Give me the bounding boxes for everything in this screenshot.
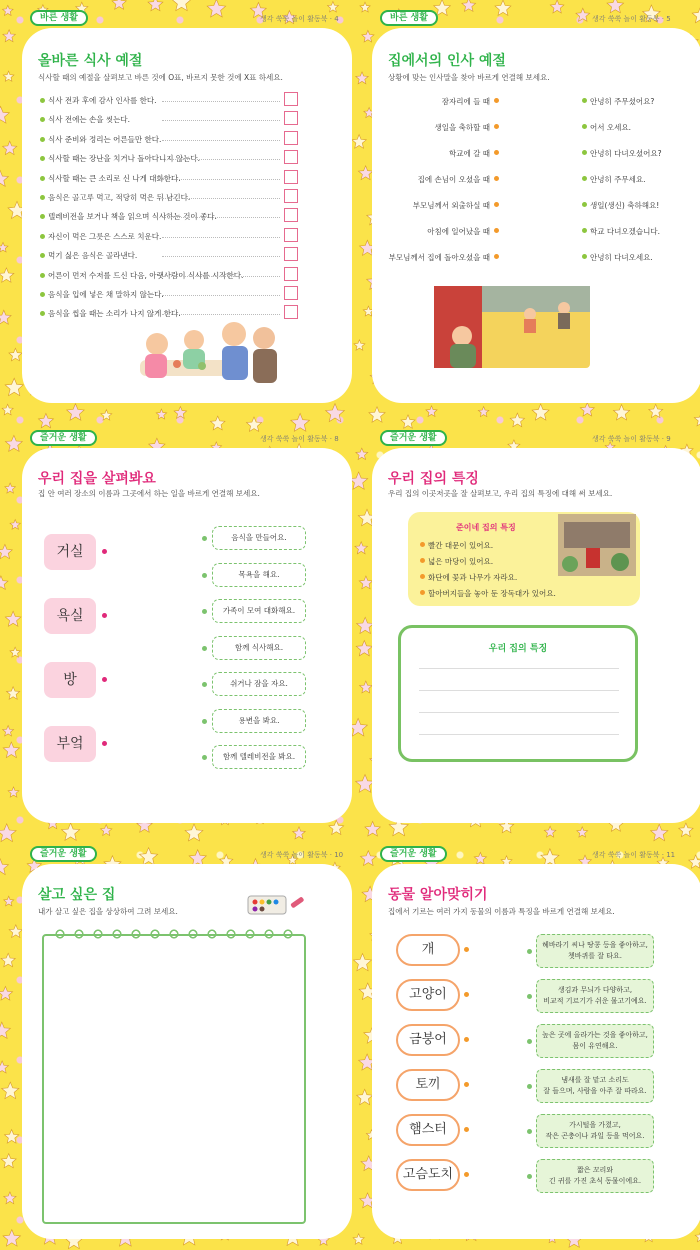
feature-item: 빨간 대문이 있어요. <box>428 541 494 550</box>
star-shape <box>5 1130 19 1144</box>
star-shape <box>357 1089 373 1104</box>
trait-line: 생김과 무늬가 다양하고, <box>557 986 633 994</box>
star-shape <box>156 409 167 419</box>
star-shape <box>360 681 373 693</box>
star-shape <box>365 821 380 836</box>
answer-checkbox[interactable] <box>284 150 298 164</box>
star-shape <box>38 413 53 427</box>
category-tag: 바른 생활 <box>380 10 438 26</box>
star-shape <box>291 413 310 431</box>
activity-label: 목욕을 해요. <box>212 563 306 587</box>
star-shape <box>0 824 16 842</box>
answer-checkbox[interactable] <box>284 189 298 203</box>
connect-dot[interactable] <box>582 228 587 233</box>
star-shape <box>369 407 385 422</box>
bullet-dot <box>40 214 45 219</box>
feature-bullet <box>420 574 425 579</box>
room-label: 거실 <box>44 534 96 570</box>
page-our-house <box>22 433 352 823</box>
connect-dot[interactable] <box>582 150 587 155</box>
star-shape <box>577 827 588 837</box>
situation-label: 잠자리에 들 때 <box>441 97 490 106</box>
star-shape <box>354 954 372 971</box>
star-shape <box>140 848 158 865</box>
category-tag: 즐거운 생활 <box>380 846 447 862</box>
star-shape <box>5 435 22 451</box>
page-number: 생각 쑥쑥 놀이 활동북 · 11 <box>592 851 676 859</box>
star-shape <box>10 647 21 657</box>
dotted-leader <box>162 237 280 238</box>
connect-dot[interactable] <box>102 613 107 618</box>
star-shape <box>0 986 13 1000</box>
feature-bullet <box>420 558 425 563</box>
connect-dot[interactable] <box>582 254 587 259</box>
trait-line: 가시털을 가졌고, <box>569 1121 621 1129</box>
writing-box[interactable] <box>398 625 638 762</box>
situation-label: 부모님께서 집에 돌아오셨을 때 <box>388 253 490 262</box>
spiral-binding <box>52 928 302 940</box>
connect-dot[interactable] <box>202 573 207 578</box>
rule-item: 식사 전과 후에 감사 인사를 한다. <box>48 96 157 105</box>
trait-line: 헤바라기 씨나 땅콩 등을 좋아하고, <box>542 941 648 949</box>
page-number: 생각 쑥쑥 놀이 활동북 · 8 <box>260 435 339 443</box>
page-number: 생각 쑥쑥 놀이 활동북 · 5 <box>592 15 671 23</box>
page-title: 동물 알아맞히기 <box>388 887 488 903</box>
connect-dot[interactable] <box>202 609 207 614</box>
connect-dot[interactable] <box>202 719 207 724</box>
activity-label: 가족이 모여 대화해요. <box>212 599 306 623</box>
writing-line <box>419 690 619 691</box>
dotted-leader <box>162 314 280 315</box>
star-shape <box>362 30 374 42</box>
connect-dot[interactable] <box>527 1084 532 1089</box>
activity-label: 쉬거나 잠을 자요. <box>212 672 306 696</box>
bullet-dot <box>40 156 45 161</box>
animal-trait <box>536 934 654 968</box>
rule-item: 식사 준비와 정리는 어른들만 한다. <box>48 134 162 144</box>
answer-checkbox[interactable] <box>284 267 298 281</box>
dotted-leader <box>162 179 280 180</box>
trait-line: 몸이 유연해요. <box>572 1042 618 1050</box>
writing-line <box>419 668 619 669</box>
trait-line: 짧은 꼬리와 <box>576 1166 614 1174</box>
page-title: 우리 집을 살펴봐요 <box>38 471 156 487</box>
connect-dot[interactable] <box>494 202 499 207</box>
star-shape <box>3 742 19 758</box>
star-shape <box>2 404 13 415</box>
star-shape <box>694 413 700 426</box>
answer-checkbox[interactable] <box>284 228 298 242</box>
star-shape <box>352 135 366 149</box>
trait-line: 냄새를 잘 맡고 소리도 <box>561 1076 629 1084</box>
star-shape <box>510 413 524 427</box>
animal-label: 토끼 <box>396 1069 460 1101</box>
dotted-leader <box>162 159 280 160</box>
dotted-leader <box>162 295 280 296</box>
page-title: 집에서의 인사 예절 <box>388 53 506 69</box>
star-shape <box>0 859 8 875</box>
bullet-dot <box>40 234 45 239</box>
answer-checkbox[interactable] <box>284 305 298 319</box>
connect-dot[interactable] <box>527 949 532 954</box>
star-shape <box>5 378 23 395</box>
connect-dot[interactable] <box>464 1172 469 1177</box>
room-label: 부엌 <box>44 726 96 762</box>
star-shape <box>544 826 556 837</box>
star-shape <box>0 310 11 324</box>
feature-bullet <box>420 542 425 547</box>
bullet-dot <box>40 176 45 181</box>
page-home-greetings <box>372 13 700 403</box>
connect-dot[interactable] <box>494 150 499 155</box>
bullet-dot <box>40 292 45 297</box>
feature-item: 넓은 마당이 있어요. <box>428 557 494 566</box>
family-meal-illustration <box>132 320 282 392</box>
star-shape <box>247 417 262 431</box>
connect-dot[interactable] <box>464 1082 469 1087</box>
dotted-leader <box>162 198 280 199</box>
star-shape <box>576 8 590 21</box>
connect-dot[interactable] <box>464 947 469 952</box>
rule-item: 음식을 씹을 때는 소리가 나지 않게 한다. <box>48 309 181 319</box>
trait-line: 작은 곤충이나 과일 등을 먹어요. <box>545 1132 645 1140</box>
activity-label: 용변을 봐요. <box>212 709 306 733</box>
bullet-dot <box>40 311 45 316</box>
star-shape <box>101 410 112 420</box>
star-shape <box>62 823 80 840</box>
star-shape <box>359 576 372 589</box>
connect-dot[interactable] <box>527 1129 532 1134</box>
star-shape <box>679 823 693 837</box>
star-shape <box>356 448 368 459</box>
room-label: 방 <box>44 662 96 698</box>
star-shape <box>67 404 85 421</box>
star-shape <box>360 2 370 12</box>
activity-label: 음식을 만들어요. <box>212 526 306 550</box>
star-shape <box>8 787 19 797</box>
star-shape <box>495 0 511 15</box>
star-shape <box>689 855 700 868</box>
bullet-dot <box>40 98 45 103</box>
connect-dot[interactable] <box>582 124 587 129</box>
star-shape <box>356 72 369 84</box>
connect-dot[interactable] <box>464 1037 469 1042</box>
star-shape <box>9 925 22 938</box>
star-shape <box>0 576 8 590</box>
connect-dot[interactable] <box>202 682 207 687</box>
star-shape <box>3 30 16 42</box>
connect-dot[interactable] <box>494 124 499 129</box>
situation-label: 집에 손님이 오셨을 때 <box>417 175 490 184</box>
connect-dot[interactable] <box>527 1174 532 1179</box>
star-shape <box>0 1022 10 1038</box>
star-shape <box>1 953 15 967</box>
star-shape <box>613 405 629 421</box>
star-shape <box>5 611 21 626</box>
connect-dot[interactable] <box>582 98 587 103</box>
animal-label: 고슴도치 <box>396 1159 460 1191</box>
rule-item: 음식은 골고루 먹고, 적당히 먹은 뒤 남긴다. <box>48 193 191 202</box>
card-title: 준이네 집의 특징 <box>456 523 516 532</box>
paint-palette-icon <box>246 890 306 920</box>
rule-item: 식사할 때는 큰 소리로 신 나게 대화한다. <box>48 173 181 183</box>
connect-dot[interactable] <box>582 176 587 181</box>
answer-checkbox[interactable] <box>284 208 298 222</box>
star-shape <box>293 827 306 839</box>
instruction: 상황에 맞는 인사말을 찾아 바르게 연결해 보세요. <box>388 73 550 82</box>
star-shape <box>4 896 14 906</box>
room-label: 욕실 <box>44 598 96 634</box>
star-shape <box>1 1154 16 1168</box>
connect-dot[interactable] <box>527 994 532 999</box>
instruction: 내가 살고 싶은 집을 상상하여 그려 보세요. <box>38 907 178 916</box>
trait-line: 비교적 기르기가 쉬운 물고기예요. <box>543 997 647 1005</box>
animal-label: 햄스터 <box>396 1114 460 1146</box>
page-number: 생각 쑥쑥 놀이 활동북 · 9 <box>592 435 671 443</box>
animal-label: 금붕어 <box>396 1024 460 1056</box>
answer-checkbox[interactable] <box>284 131 298 145</box>
greeting-label: 생일(생신) 축하해요! <box>590 201 660 210</box>
activity-label: 함께 식사해요. <box>212 636 306 660</box>
star-shape <box>401 415 415 428</box>
animal-trait <box>536 1114 654 1148</box>
animal-label: 고양이 <box>396 979 460 1011</box>
connect-dot[interactable] <box>494 176 499 181</box>
category-tag: 즐거운 생활 <box>30 430 97 446</box>
star-shape <box>0 242 8 252</box>
star-shape <box>355 542 368 554</box>
instruction: 우리 집의 이곳저곳을 잘 살펴보고, 우리 집의 특징에 대해 써 보세요. <box>388 489 613 498</box>
animal-label: 개 <box>396 934 460 966</box>
example-card <box>408 512 640 606</box>
star-shape <box>328 2 339 13</box>
bullet-dot <box>40 253 45 258</box>
feature-item: 할아버지들을 놓아 둔 장독대가 있어요. <box>428 589 556 598</box>
star-shape <box>172 0 190 11</box>
trait-line: 긴 귀를 가진 초식 동물이에요. <box>548 1177 642 1185</box>
bullet-dot <box>40 137 45 142</box>
star-shape <box>356 641 372 656</box>
star-shape <box>478 407 489 417</box>
answer-checkbox[interactable] <box>284 170 298 184</box>
page-animals <box>372 849 700 1239</box>
star-shape <box>7 687 20 700</box>
star-shape <box>185 824 203 841</box>
animal-trait <box>536 979 654 1013</box>
star-shape <box>9 348 22 361</box>
star-shape <box>361 851 377 866</box>
feature-bullet <box>420 590 425 595</box>
writing-line <box>419 734 619 735</box>
connect-dot[interactable] <box>202 755 207 760</box>
greeting-label: 어서 오세요. <box>590 123 631 132</box>
star-shape <box>174 407 187 419</box>
star-shape <box>3 726 14 737</box>
rule-item: 자신이 먹은 그릇은 스스로 치운다. <box>48 231 162 241</box>
star-shape <box>358 166 372 180</box>
activity-label: 함께 텔레비전을 봐요. <box>212 745 306 769</box>
greeting-label: 안녕히 주무셨어요? <box>590 97 655 106</box>
page-number: 생각 쑥쑥 놀이 활동북 · 4 <box>260 15 339 23</box>
page-title: 올바른 식사 예절 <box>38 53 143 69</box>
family-home-illustration <box>434 286 590 368</box>
bullet-dot <box>40 273 45 278</box>
star-shape <box>3 1230 21 1247</box>
star-shape <box>462 0 476 11</box>
category-tag: 즐거운 생활 <box>30 846 97 862</box>
writing-box-title: 우리 집의 특징 <box>488 644 548 654</box>
rule-item: 텔레비전을 보거나 책을 읽으며 식사하는 것이 좋다. <box>48 212 217 222</box>
rule-item: 음식을 입에 넣은 채 말하지 않는다. <box>48 290 164 299</box>
animal-trait <box>536 1159 654 1193</box>
category-tag: 바른 생활 <box>30 10 88 26</box>
dotted-leader <box>162 276 280 277</box>
connect-dot[interactable] <box>102 741 107 746</box>
trait-line: 높은 곳에 올라가는 것을 좋아하고, <box>542 1031 648 1039</box>
star-shape <box>3 141 17 155</box>
connect-dot[interactable] <box>494 98 499 103</box>
dotted-leader <box>162 217 280 218</box>
trait-line: 잘 들으며, 사람을 아주 잘 따라요. <box>543 1087 647 1095</box>
rule-item: 먹기 싫은 음식은 골라낸다. <box>48 251 138 261</box>
star-shape <box>550 0 564 13</box>
star-shape <box>207 0 226 17</box>
dotted-leader <box>162 101 280 102</box>
star-shape <box>532 404 549 420</box>
star-shape <box>112 0 126 9</box>
instruction: 집에서 기르는 여러 가지 동물의 이름과 특징을 바르게 연결해 보세요. <box>388 907 615 916</box>
star-shape <box>0 106 9 123</box>
star-shape <box>649 404 663 417</box>
house-photo <box>558 514 636 576</box>
connect-dot[interactable] <box>102 677 107 682</box>
greeting-label: 안녕히 주무세요. <box>590 175 646 184</box>
star-shape <box>4 1192 16 1204</box>
instruction: 식사할 때의 예절을 살펴보고 바른 것에 O표, 바르지 못한 것에 X표 하세요. <box>38 73 283 82</box>
answer-checkbox[interactable] <box>284 247 298 261</box>
connect-dot[interactable] <box>464 1127 469 1132</box>
feature-item: 화단에 꽃과 나무가 자라요. <box>428 573 518 582</box>
star-shape <box>211 416 226 430</box>
star-shape <box>10 520 20 530</box>
connect-dot[interactable] <box>494 228 499 233</box>
star-shape <box>353 1234 364 1245</box>
star-shape <box>607 0 624 13</box>
star-shape <box>692 7 700 23</box>
star-shape <box>148 0 163 11</box>
star-shape <box>5 483 16 493</box>
star-shape <box>0 544 12 558</box>
dotted-leader <box>162 120 280 121</box>
animal-trait <box>536 1069 654 1103</box>
star-shape <box>326 404 345 422</box>
star-shape <box>101 825 112 836</box>
star-shape <box>2 1082 19 1099</box>
connect-dot[interactable] <box>102 549 107 554</box>
star-shape <box>0 1061 9 1073</box>
page-title: 우리 집의 특징 <box>388 471 479 487</box>
star-shape <box>651 824 668 840</box>
greeting-label: 안녕히 다녀오세요. <box>590 253 653 262</box>
dotted-leader <box>162 140 280 141</box>
page-table-manners <box>22 13 352 403</box>
connect-dot[interactable] <box>464 992 469 997</box>
connect-dot[interactable] <box>527 1039 532 1044</box>
star-shape <box>426 406 437 417</box>
connect-dot[interactable] <box>202 646 207 651</box>
situation-label: 학교에 갈 때 <box>449 149 490 158</box>
category-tag: 즐거운 생활 <box>380 430 447 446</box>
situation-label: 생일을 축하할 때 <box>434 123 490 132</box>
page-number: 생각 쑥쑥 놀이 활동북 · 10 <box>260 851 344 859</box>
writing-line <box>419 712 619 713</box>
star-shape <box>350 472 368 489</box>
situation-label: 아침에 일어났을 때 <box>427 227 490 236</box>
animal-trait <box>536 1024 654 1058</box>
greeting-label: 안녕히 다녀오셨어요? <box>590 149 662 158</box>
answer-checkbox[interactable] <box>284 92 298 106</box>
star-shape <box>3 71 14 81</box>
star-shape <box>3 5 14 15</box>
answer-checkbox[interactable] <box>284 286 298 300</box>
trait-line: 쳇바퀴를 잘 타요. <box>567 952 622 960</box>
star-shape <box>580 403 594 416</box>
bullet-dot <box>40 195 45 200</box>
rule-item: 어른이 먼저 수저를 드신 다음, 아랫사람이 식사를 시작한다. <box>48 270 244 280</box>
star-shape <box>474 852 486 864</box>
page-title: 살고 싶은 집 <box>38 887 116 903</box>
star-shape <box>695 1231 700 1242</box>
page-dream-house <box>22 849 352 1239</box>
rule-item: 식사할 때는 장난을 치거나 돌아다니지 않는다. <box>48 154 200 164</box>
instruction: 집 안 여러 장소의 이름과 그곳에서 하는 일을 바르게 연결해 보세요. <box>38 489 260 498</box>
drawing-area[interactable] <box>42 934 306 1224</box>
connect-dot[interactable] <box>582 202 587 207</box>
star-shape <box>0 268 14 282</box>
page-house-features <box>372 433 700 823</box>
star-shape <box>354 340 365 350</box>
star-shape <box>0 171 8 187</box>
bullet-dot <box>40 117 45 122</box>
star-shape <box>329 820 344 834</box>
dotted-leader <box>162 256 280 257</box>
connect-dot[interactable] <box>494 254 499 259</box>
connect-dot[interactable] <box>202 536 207 541</box>
answer-checkbox[interactable] <box>284 111 298 125</box>
situation-label: 부모님께서 외출하실 때 <box>412 201 490 210</box>
greeting-label: 학교 다녀오겠습니다. <box>590 227 660 236</box>
rule-item: 식사 전에는 손을 씻는다. <box>48 115 130 125</box>
